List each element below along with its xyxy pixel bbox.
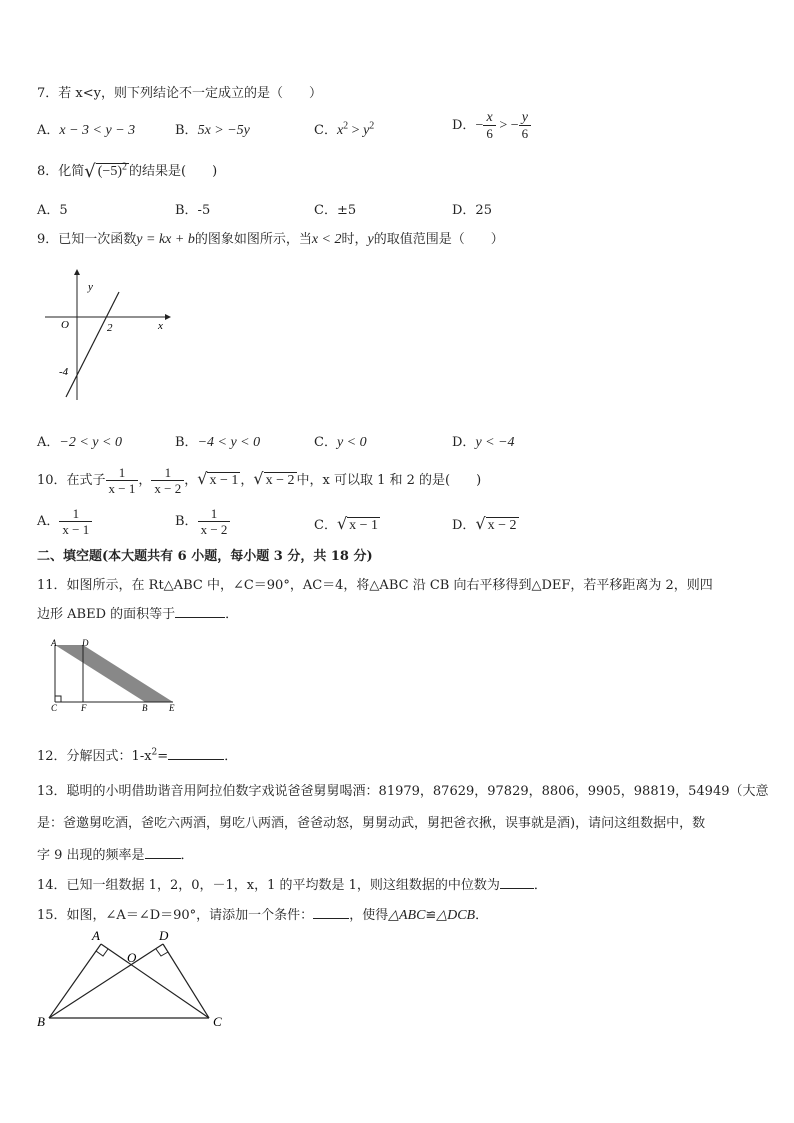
q9-var: y	[367, 232, 374, 247]
q11-label-c: C	[51, 703, 58, 713]
q9-function-line	[66, 292, 119, 397]
q15-text	[37, 904, 488, 924]
q7-d-minus1: −	[475, 118, 484, 133]
q9-a-label: A．	[37, 435, 60, 450]
q9-a-expr: −2 < y < 0	[59, 435, 122, 450]
q15-segment-cd	[163, 944, 209, 1018]
q9-y-label: y	[88, 281, 93, 293]
q12-exp: 2	[151, 747, 158, 758]
q15-right-angle-a	[96, 949, 108, 956]
q7-c-label: C．	[314, 123, 337, 138]
q13-line2: 是：爸邀舅吃酒，爸吃六两酒，舅吃八两酒，爸爸动怒，舅舅动武，舅把爸衣揪，误事就是酒)，请问这组数据中，数	[37, 816, 706, 831]
q7-option-a	[37, 119, 135, 139]
q10-b-label: B．	[175, 514, 198, 529]
q11-shaded-parallelogram	[55, 645, 173, 702]
q9-stem-pre: 9．已知一次函数	[37, 232, 137, 247]
q15-label-a: A	[92, 928, 100, 943]
q8-radicand: (−5)	[97, 164, 122, 179]
q12-text	[37, 745, 237, 764]
q8-option-c: C．±5	[314, 203, 357, 218]
q14-end: ．	[533, 878, 547, 893]
q7-d-gt: > −	[495, 118, 519, 133]
q13-line3	[37, 844, 194, 863]
q10-sep1: ，	[138, 473, 152, 488]
q10-c-rad: x − 1	[349, 518, 379, 533]
q9-c-label: C．	[314, 435, 337, 450]
q11-line2-end: ．	[225, 607, 239, 622]
q15-pre: 15．如图，∠A＝∠D＝90°，请添加一个条件：	[37, 908, 314, 923]
q10-a-label: A．	[37, 514, 60, 529]
q10-f1-den: x − 1	[106, 480, 139, 496]
q7-b-label: B．	[175, 123, 198, 138]
q11-line1: 11．如图所示，在 Rt△ABC 中，∠C＝90°，AC＝4，将△ABC 沿 CB 向右平移得到△DEF，若平移距离为 2，则四	[37, 578, 713, 593]
q7-c-base2: y	[363, 123, 370, 138]
q7-b-expr: 5x > −5y	[197, 123, 250, 138]
q9-d-label: D．	[452, 435, 476, 450]
q11-line2	[37, 603, 238, 622]
q9-d-expr: y < −4	[475, 435, 515, 450]
q10-r2: x − 2	[265, 473, 295, 488]
q15-segment-ac	[101, 944, 209, 1018]
q10-a-den: x − 1	[59, 521, 92, 537]
q7-d-num1: x	[486, 110, 493, 125]
q9-func: y = kx + b	[136, 232, 195, 247]
q7-c-exp1: 2	[343, 120, 349, 132]
q10-stem-pre: 10．在式子	[37, 473, 106, 488]
q9-cond: x < 2	[311, 232, 342, 247]
q15-figure	[35, 926, 235, 1030]
q9-option-a	[37, 431, 122, 451]
q13-line1: 13．聪明的小明借助谐音用阿拉伯数字戏说爸爸舅舅喝酒：81979，87629，97829，8806，9905，98819，54949（大意	[37, 784, 769, 799]
q9-origin-label: O	[61, 319, 69, 331]
q7-stem: 7．若 x<y，则下列结论不一定成立的是（ ）	[37, 86, 322, 101]
q8-option-b: B．-5	[175, 203, 211, 218]
q9-option-b	[175, 431, 260, 451]
q10-r1: x − 1	[209, 473, 239, 488]
q10-stem: 10．在式子 $\frac{1}{x - 1}$ ， $\frac{1}{x - 2}$ ，√ x − 1 ，√ x − 2 中，x 可以取 1 和 2 的是( )	[37, 465, 482, 496]
q9-stem-mid: 的图象如图所示，当	[194, 232, 312, 247]
q11-figure	[45, 636, 185, 714]
q15-segment-db	[49, 944, 163, 1018]
q12-text-pre: 12．分解因式：1-x	[37, 749, 152, 764]
q11-right-angle-mark	[55, 696, 61, 702]
q7-a-label: A．	[37, 123, 60, 138]
q15-label-d: D	[159, 928, 169, 943]
q10-stem-post: 中，x 可以取 1 和 2 的是( )	[296, 473, 482, 488]
q10-f1-num: 1	[118, 465, 126, 480]
q10-b-den: x − 2	[198, 521, 231, 537]
q9-option-d	[452, 431, 515, 451]
q9-x-arrow	[165, 314, 171, 320]
q8-option-d: D．25	[452, 203, 492, 218]
q7-d-label: D．	[452, 118, 476, 133]
q9-b-label: B．	[175, 435, 198, 450]
q8-stem-post: 的结果是( )	[129, 164, 218, 179]
q7-option-c	[314, 119, 374, 139]
q7-a-expr: x − 3 < y − 3	[59, 123, 136, 138]
q9-stem-mid2: 时，	[341, 232, 368, 247]
q9-stem-post: 的取值范围是（ ）	[373, 232, 504, 247]
q10-b-num: 1	[210, 506, 218, 521]
q14-text-body: 14．已知一组数据 1，2，0，－1，x，1 的平均数是 1，则这组数据的中位数为	[37, 878, 500, 893]
q9-x-intercept-label: 2	[107, 322, 113, 334]
q10-option-b	[175, 506, 230, 537]
q10-sep3: ，	[240, 473, 254, 488]
q15-answer-blank[interactable]	[313, 918, 349, 919]
q15-mid: ，使得	[349, 908, 389, 923]
q13-line3-text: 字 9 出现的频率是	[37, 848, 145, 863]
q13-answer-blank[interactable]	[145, 858, 181, 859]
q11-answer-blank[interactable]	[175, 617, 225, 618]
q12-text-post: =	[157, 749, 169, 764]
q7-c-gt: >	[348, 123, 364, 138]
q15-label-o: O	[127, 950, 137, 965]
q15-cong: ≌	[425, 908, 437, 923]
q14-answer-blank[interactable]	[500, 888, 534, 889]
q7-c-exp2: 2	[369, 120, 375, 132]
q11-line2-text: 边形 ABED 的面积等于	[37, 607, 176, 622]
q11-label-e: E	[169, 703, 175, 713]
q9-option-c	[314, 431, 367, 451]
q11-label-d: D	[82, 638, 89, 648]
q15-end: ．	[475, 908, 489, 923]
q8-stem: 8．化简√ $(-5)^2$ 的结果是( )	[37, 161, 218, 182]
q8-exp: 2	[122, 161, 127, 173]
q9-graph	[40, 265, 175, 405]
q14-text	[37, 874, 547, 893]
q10-d-label: D．	[452, 518, 476, 533]
q10-f2-num: 1	[164, 465, 172, 480]
q11-label-f: F	[81, 703, 87, 713]
q10-f2-den: x − 2	[151, 480, 184, 496]
q8-stem-pre: 8．化简	[37, 164, 85, 179]
q13-line3-end: ．	[180, 848, 194, 863]
q7-d-den1: 6	[483, 125, 496, 141]
q15-segment-ba	[49, 944, 101, 1018]
section2-title: 二、填空题(本大题共有 6 小题，每小题 3 分，共 18 分)	[37, 549, 373, 564]
q10-option-a	[37, 506, 92, 537]
q10-d-rad: x − 2	[487, 518, 517, 533]
q15-tri2: △DCB	[436, 908, 476, 923]
q9-stem	[37, 228, 504, 248]
q7-d-num2: y	[521, 110, 528, 125]
q10-option-c: C．√ x − 1	[314, 514, 379, 533]
q10-c-label: C．	[314, 518, 337, 533]
q12-end: ．	[224, 749, 238, 764]
q10-a-num: 1	[72, 506, 80, 521]
q7-option-d	[452, 110, 531, 141]
q12-answer-blank[interactable]	[168, 759, 224, 760]
q9-c-expr: y < 0	[336, 435, 367, 450]
q7-d-den2: 6	[519, 125, 532, 141]
q11-label-a: A	[51, 638, 57, 648]
q9-x-label: x	[158, 320, 163, 332]
q15-label-b: B	[37, 1014, 45, 1029]
q11-label-b: B	[142, 703, 148, 713]
q10-sep2: ，	[184, 473, 198, 488]
q9-y-intercept-label: -4	[59, 366, 69, 378]
q7-option-b	[175, 119, 250, 139]
q10-option-d: D．√ x − 2	[452, 514, 517, 533]
q15-tri1: △ABC	[388, 908, 426, 923]
q8-option-a: A．5	[37, 203, 68, 218]
q7-c-base1: x	[336, 123, 344, 138]
q15-label-c: C	[213, 1014, 222, 1029]
q9-y-arrow	[74, 269, 80, 275]
q9-b-expr: −4 < y < 0	[197, 435, 261, 450]
